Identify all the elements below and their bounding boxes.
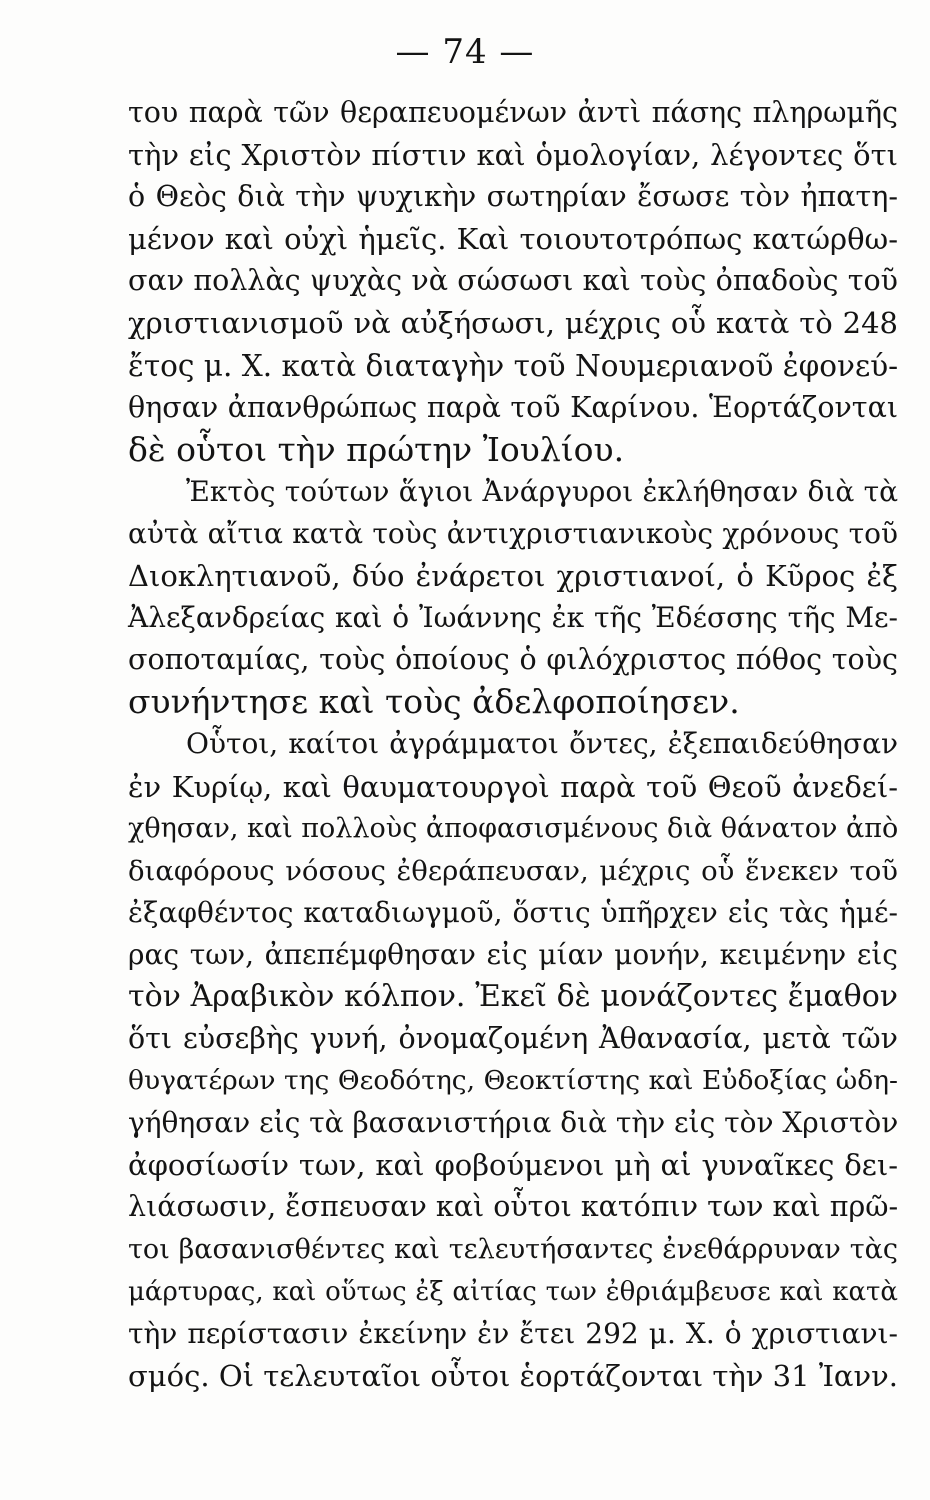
text-line: ἐν Κυρίῳ, καὶ θαυματουργοὶ παρὰ τοῦ Θεοῦ ἀνεδεί- [128,769,898,804]
text-line: Ἐκτὸς τούτων ἅγιοι Ἀνάργυροι ἐκλήθησαν διὰ τὰ [186,474,898,508]
text-line: Ἀλεξανδρείας καὶ ὁ Ἰωάννης ἐκ τῆς Ἐδέσσης τῆς Με- [128,601,898,635]
body-text [128,92,898,1397]
text-line: ὁ Θεὸς διὰ τὴν ψυχικὴν σωτηρίαν ἔσωσε τὸν ἠπατη- [128,180,898,214]
text-line: συνήντησε καὶ τοὺς ἀδελφοποίησεν. [128,682,740,722]
text-line: τὸν Ἀραβικὸν κόλπον. Ἐκεῖ δὲ μονάζοντες ἔμαθον [128,978,898,1014]
text-line: μάρτυρας, καὶ οὕτως ἐξ αἰτίας των ἐθριάμβευσε καὶ κατὰ [128,1276,898,1307]
text-line: ἀφοσίωσίν των, καὶ φοβούμενοι μὴ αἱ γυναῖκες δει- [128,1148,898,1183]
text-line: διαφόρους νόσους ἐθεράπευσαν, μέχρις οὗ ἕνεκεν τοῦ [128,854,898,887]
text-line: θυγατέρων της Θεοδότης, Θεοκτίστης καὶ Εὐδοξίας ὡδη- [128,1065,898,1097]
text-line: σμός. Οἱ τελευταῖοι οὗτοι ἑορτάζονται τὴν 31 Ἰανν. [128,1358,898,1393]
text-line: ὅτι εὐσεβὴς γυνή, ὀνομαζομένη Ἀθανασία, μετὰ τῶν [128,1022,898,1056]
text-line: του παρὰ τῶν θεραπευομένων ἀντὶ πάσης πληρωμῆς [128,96,898,129]
text-line: σοποταμίας, τοὺς ὁποίους ὁ φιλόχριστος πόθος τοὺς [128,643,898,677]
text-line: χθησαν, καὶ πολλοὺς ἀποφασισμένους διὰ θάνατον ἀπὸ [128,812,899,844]
text-line: Διοκλητιανοῦ, δύο ἐνάρετοι χριστιανοί, ὁ Κῦρος ἐξ [128,559,898,594]
text-line: χριστιανισμοῦ νὰ αὐξήσωσι, μέχρις οὗ κατὰ τὸ 248 [128,306,898,341]
text-line: μένον καὶ οὐχὶ ἡμεῖς. Καὶ τοιουτοτρόπως κατώρθω- [128,222,898,257]
text-line: τοι βασανισθέντες καὶ τελευτήσαντες ἐνεθάρρυναν τὰς [128,1233,898,1265]
text-line: γήθησαν εἰς τὰ βασανιστήρια διὰ τὴν εἰς τὸν Χριστὸν [128,1106,899,1140]
text-line: δὲ οὗτοι τὴν πρώτην Ἰουλίου. [128,429,625,469]
text-line: Οὗτοι, καίτοι ἀγράμματοι ὄντες, ἐξεπαιδεύθησαν [186,727,898,761]
text-line: ρας των, ἀπεπέμφθησαν εἰς μίαν μονήν, κειμένην εἰς [128,937,898,971]
text-line: αὐτὰ αἴτια κατὰ τοὺς ἀντιχριστιανικοὺς χρόνους τοῦ [128,516,898,550]
text-line: τὴν εἰς Χριστὸν πίστιν καὶ ὁμολογίαν, λέγοντες ὅτι [128,138,898,173]
page-number: — 74 — [395,32,535,72]
text-line: τὴν περίστασιν ἐκείνην ἐν ἔτει 292 μ. Χ. ὁ χριστιανι- [128,1316,898,1350]
text-line: λιάσωσιν, ἔσπευσαν καὶ οὗτοι κατόπιν των καὶ πρῶ- [128,1190,899,1224]
text-line: θησαν ἀπανθρώπως παρὰ τοῦ Καρίνου. Ἑορτάζονται [128,390,898,424]
text-line: ἔτος μ. Χ. κατὰ διαταγὴν τοῦ Νουμεριανοῦ ἐφονεύ- [128,348,899,383]
text-line: ἐξαφθέντος καταδιωγμοῦ, ὅστις ὑπῆρχεν εἰς τὰς ἡμέ- [128,895,898,929]
text-line: σαν πολλὰς ψυχὰς νὰ σώσωσι καὶ τοὺς ὀπαδοὺς τοῦ [128,264,898,298]
